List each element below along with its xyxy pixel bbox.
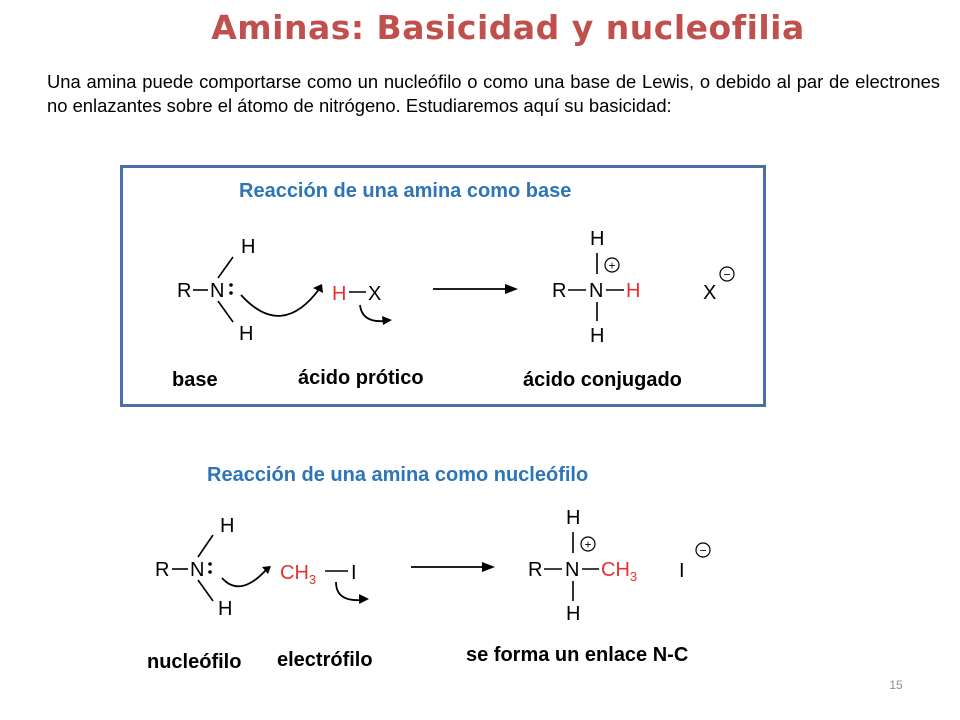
electrophile-label: electrófilo xyxy=(277,649,373,671)
hydrogen-atom: H xyxy=(590,325,605,347)
lone-pair-dot xyxy=(229,283,233,287)
acidic-hydrogen: H xyxy=(626,280,641,302)
methyl-group: $CH_3$ xyxy=(280,562,317,587)
acidic-hydrogen: H xyxy=(332,283,347,305)
lone-pair-dot xyxy=(229,291,233,295)
r-group-label: R xyxy=(155,559,170,581)
nucleophile-label: nucleófilo xyxy=(147,651,242,673)
lone-pair-dot xyxy=(208,570,212,574)
nitrogen-atom: N xyxy=(565,559,580,581)
hydrogen-atom: H xyxy=(239,323,254,345)
nucleophile-scheme-heading: Reacción de una amina como nucleófilo xyxy=(207,464,589,486)
positive-charge-sign: + xyxy=(584,537,592,552)
hydrogen-atom: H xyxy=(241,236,256,258)
nitrogen-atom: N xyxy=(210,280,225,302)
protic-acid-label: ácido prótico xyxy=(298,367,424,389)
hydrogen-atom: H xyxy=(220,515,235,537)
nucleophile-reaction-scheme xyxy=(140,450,740,680)
r-group-label: R xyxy=(552,280,567,302)
negative-charge-sign: − xyxy=(723,267,731,282)
r-group-label: R xyxy=(528,559,543,581)
r-group-label: R xyxy=(177,280,192,302)
hydrogen-atom: H xyxy=(218,598,233,620)
page-number: 15 xyxy=(889,678,903,692)
hydrogen-atom: H xyxy=(590,228,605,250)
hydrogen-atom: H xyxy=(566,507,581,529)
x-counter-ion: X xyxy=(703,282,717,304)
bond-formed-label: se forma un enlace N-C xyxy=(466,644,689,666)
methyl-group: $CH_3$ xyxy=(601,559,638,584)
slide-title: Aminas: Basicidad y nucleofilia xyxy=(211,8,805,47)
lone-pair-dot xyxy=(208,562,212,566)
n-h-bond-upper xyxy=(198,535,213,557)
positive-charge-sign: + xyxy=(608,258,616,273)
nitrogen-atom: N xyxy=(190,559,205,581)
hydrogen-atom: H xyxy=(566,603,581,625)
base-scheme-heading: Reacción de una amina como base xyxy=(239,180,572,202)
iodide-counter-ion: I xyxy=(679,560,685,582)
n-h-bond-lower xyxy=(198,580,213,601)
base-reaction-scheme xyxy=(120,165,766,407)
arrowhead xyxy=(482,562,495,572)
base-label: base xyxy=(172,369,218,391)
nitrogen-atom: N xyxy=(589,280,604,302)
x-atom: X xyxy=(368,283,382,305)
negative-charge-sign: − xyxy=(699,543,707,558)
intro-paragraph: Una amina puede comportarse como un nucleófilo o como una base de Lewis, o debido al par de electrones no enlazantes sobre el átomo de nitrógeno. Estudiaremos aquí su basicidad: xyxy=(47,71,940,116)
electron-pair-arrow xyxy=(222,570,266,586)
bond-cleavage-arrow xyxy=(336,582,362,600)
conjugate-acid-label: ácido conjugado xyxy=(523,369,682,391)
iodine-atom: I xyxy=(351,562,357,584)
arrowhead xyxy=(359,594,369,604)
